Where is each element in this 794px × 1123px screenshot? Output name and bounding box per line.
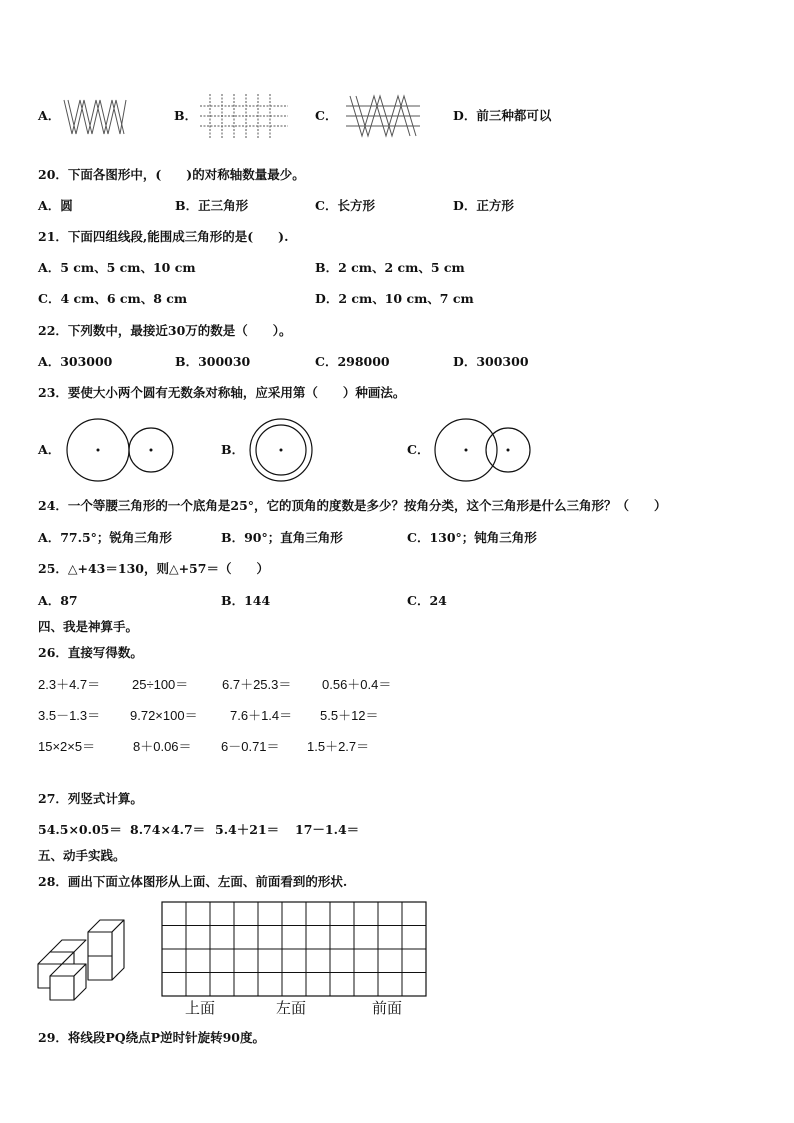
- q22-option-b: B．300030: [175, 354, 251, 369]
- q26-r3-c2: 8＋0.06＝: [133, 739, 192, 754]
- q21-option-a: A．5 cm、5 cm、10 cm: [38, 260, 196, 275]
- q19-option-d: D．前三种都可以: [453, 108, 552, 123]
- q26-r3-c1: 15×2×5＝: [38, 739, 96, 754]
- q20-option-a: A．圆: [38, 198, 73, 213]
- q25-option-a: A．87: [38, 593, 78, 608]
- q26-r1-c2: 25÷100＝: [132, 677, 189, 692]
- q19-figure-c: [346, 94, 420, 138]
- q27-stem: 27．列竖式计算。: [38, 791, 143, 806]
- q23-option-b: B．: [221, 442, 245, 457]
- q22-option-c: C．298000: [315, 354, 390, 369]
- q23-figure-a: [66, 418, 178, 482]
- section-4-heading: 四、我是神算手。: [38, 619, 139, 634]
- q26-r1-c4: 0.56＋0.4＝: [322, 677, 392, 692]
- q28-stem: 28．画出下面立体图形从上面、左面、前面看到的形状.: [38, 874, 348, 889]
- q26-r2-c1: 3.5－1.3＝: [38, 708, 101, 723]
- q22-option-d: D．300300: [453, 354, 529, 369]
- q23-figure-c: [434, 418, 534, 482]
- q28-label-top-view: 上面: [185, 999, 216, 1017]
- q21-stem: 21．下面四组线段,能围成三角形的是( ).: [38, 229, 289, 244]
- q25-stem: 25．△+43＝130，则△+57＝（ ）: [38, 561, 269, 576]
- q24-option-b: B．90°；直角三角形: [221, 530, 343, 545]
- q25-option-c: C．24: [407, 593, 447, 608]
- q28-label-front-view: 前面: [372, 999, 403, 1017]
- q20-option-d: D．正方形: [453, 198, 514, 213]
- q21-option-b: B．2 cm、2 cm、5 cm: [315, 260, 465, 275]
- q26-r2-c4: 5.5＋12＝: [320, 708, 379, 723]
- q26-r1-c1: 2.3＋4.7＝: [38, 677, 101, 692]
- q21-option-c: C．4 cm、6 cm、8 cm: [38, 291, 188, 306]
- q20-stem: 20．下面各图形中，( )的对称轴数量最少。: [38, 167, 305, 182]
- q23-option-a: A．: [38, 442, 61, 457]
- q24-option-c: C．130°；钝角三角形: [407, 530, 537, 545]
- q19-option-a: A．: [38, 108, 61, 123]
- q26-r1-c3: 6.7＋25.3＝: [222, 677, 292, 692]
- q20-option-c: C．长方形: [315, 198, 375, 213]
- q23-stem: 23．要使大小两个圆有无数条对称轴，应采用第（ ）种画法。: [38, 385, 406, 400]
- q29-stem: 29．将线段PQ绕点P逆时针旋转90度。: [38, 1030, 265, 1045]
- q20-option-b: B．正三角形: [175, 198, 249, 213]
- q23-option-c: C．: [407, 442, 430, 457]
- q24-option-a: A．77.5°；锐角三角形: [38, 530, 172, 545]
- q26-r3-c4: 1.5＋2.7＝: [307, 739, 370, 754]
- q27-item-1: 54.5×0.05＝: [38, 822, 122, 837]
- q21-option-d: D．2 cm、10 cm、7 cm: [315, 291, 474, 306]
- q19-figure-a: [62, 96, 128, 138]
- q26-stem: 26．直接写得数。: [38, 645, 143, 660]
- q28-drawing-grid[interactable]: [161, 901, 427, 997]
- q26-r2-c3: 7.6＋1.4＝: [230, 708, 293, 723]
- q26-r2-c2: 9.72×100＝: [130, 708, 198, 723]
- section-5-heading: 五、动手实践。: [38, 848, 126, 863]
- q22-stem: 22．下列数中，最接近30万的数是（ ）。: [38, 323, 292, 338]
- q22-option-a: A．303000: [38, 354, 113, 369]
- q27-item-2: 8.74×4.7＝: [130, 822, 206, 837]
- q19-option-c: C．: [315, 108, 338, 123]
- q23-figure-b: [249, 418, 313, 482]
- q28-cube-solid-figure: [34, 918, 134, 1002]
- q26-r3-c3: 6－0.71＝: [221, 739, 280, 754]
- q19-figure-b: [200, 94, 288, 138]
- q25-option-b: B．144: [221, 593, 271, 608]
- q27-item-4: 17－1.4＝: [295, 822, 360, 837]
- q19-option-b: B．: [174, 108, 198, 123]
- q24-stem: 24．一个等腰三角形的一个底角是25°，它的顶角的度数是多少？按角分类，这个三角形是什么三角形？（ ）: [38, 498, 667, 513]
- q28-label-left-view: 左面: [276, 999, 307, 1017]
- q27-item-3: 5.4＋21＝: [215, 822, 280, 837]
